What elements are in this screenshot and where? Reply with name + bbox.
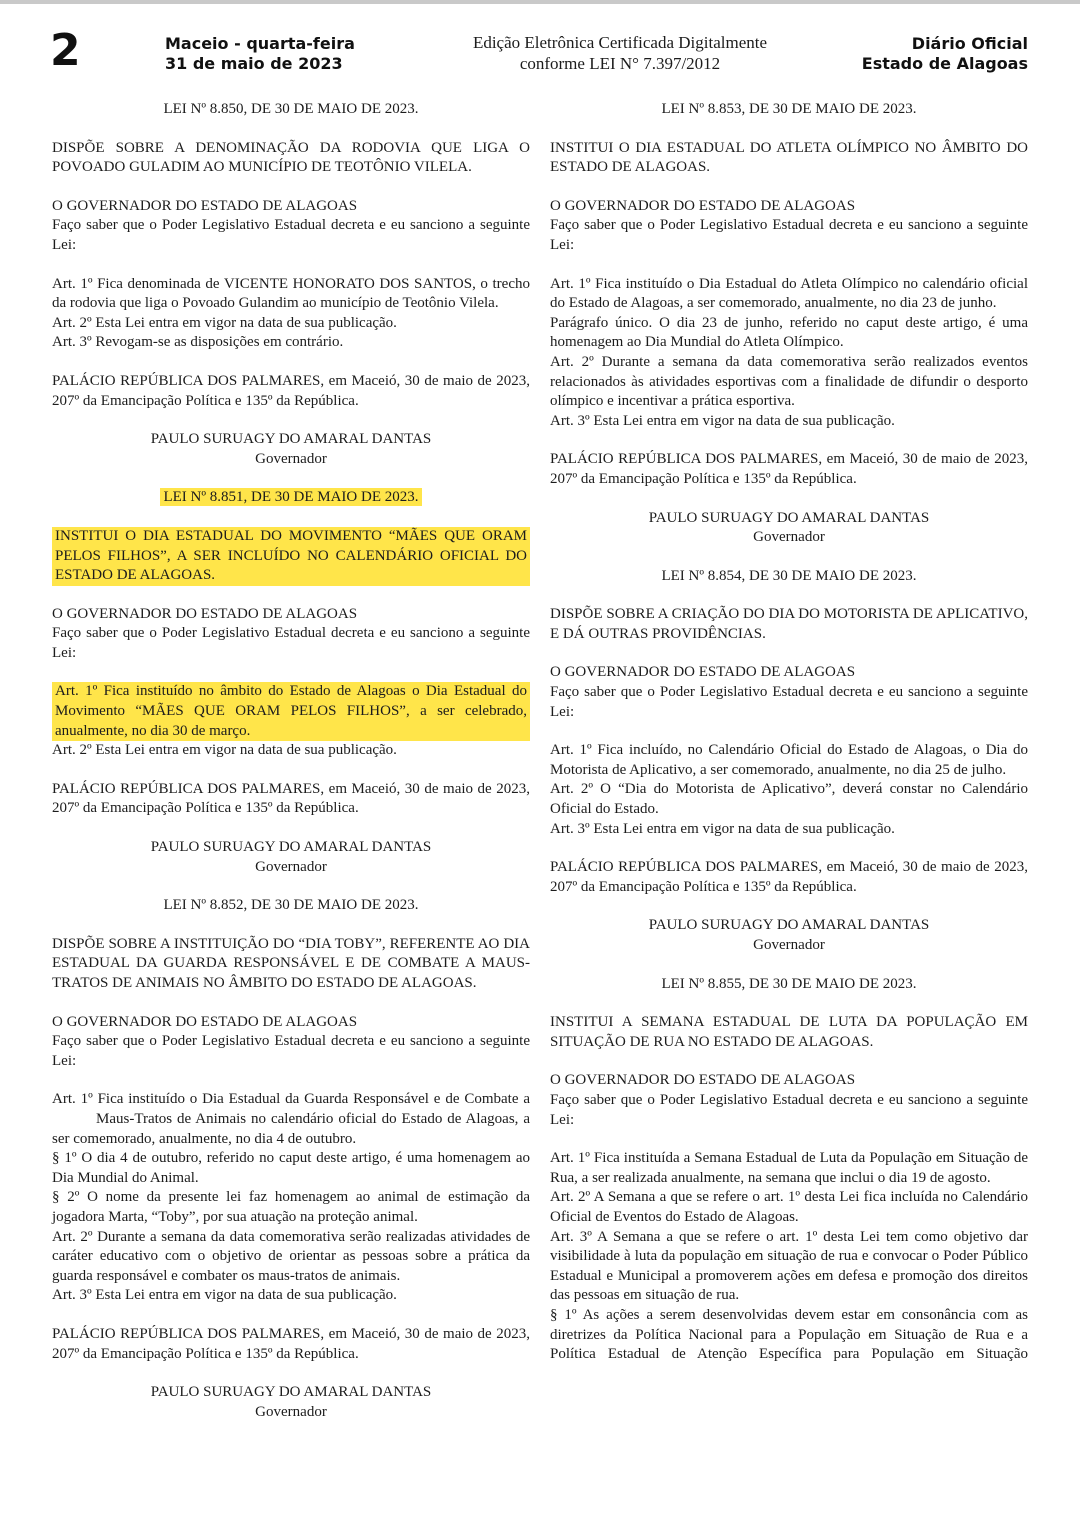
sanction-text: Faço saber que o Poder Legislativo Estadual decreta e eu sanciono a seguinte Lei: <box>550 217 1028 253</box>
article-1-part-a: Art. 1º Fica instituído o Dia Estadual da Guarda Responsável e de Combate a <box>52 1091 530 1108</box>
law-8853 <box>550 100 1028 548</box>
law-8854 <box>550 567 1028 956</box>
article-1 <box>52 1090 530 1149</box>
header-date-text: 31 de maio de 2023 <box>165 54 343 73</box>
page-number: 2 <box>50 25 81 76</box>
palace-text: PALÁCIO REPÚBLICA DOS PALMARES, em Maceió, 30 de maio de 2023, 207º da Emancipação Política e 135º da República. <box>52 780 530 817</box>
header-paper-name <box>862 34 1028 74</box>
law-title: LEI Nº 8.853, DE 30 DE MAIO DE 2023. <box>661 101 917 117</box>
paragraph-2: § 2º O nome da presente lei faz homenagem ao animal de estimação da jogadora Marta, “Toby”, por sua atuação na proteção animal. <box>52 1189 530 1225</box>
article-2: Art. 2º A Semana a que se refere o art. 1º desta Lei fica incluída no Calendário Oficial de Eventos do Estado de Alagoas. <box>550 1189 1028 1225</box>
signer-name: PAULO SURUAGY DO AMARAL DANTAS <box>648 917 930 934</box>
governor-header: O GOVERNADOR DO ESTADO DE ALAGOAS <box>550 664 856 681</box>
sanction-text: Faço saber que o Poder Legislativo Estadual decreta e eu sanciono a seguinte Lei: <box>550 684 1028 720</box>
header-edition-line2: conforme LEI N° 7.397/2012 <box>519 54 721 73</box>
law-summary: INSTITUI A SEMANA ESTADUAL DE LUTA DA POPULAÇÃO EM SITUAÇÃO DE RUA NO ESTADO DE ALAGOAS. <box>550 1014 1028 1050</box>
article-3: Art. 3º Esta Lei entra em vigor na data de sua publicação. <box>52 1287 397 1304</box>
governor-header: O GOVERNADOR DO ESTADO DE ALAGOAS <box>52 197 358 214</box>
law-summary: DISPÕE SOBRE A CRIAÇÃO DO DIA DO MOTORISTA DE APLICATIVO, E DÁ OUTRAS PROVIDÊNCIAS. <box>550 606 1028 642</box>
sanction-text: Faço saber que o Poder Legislativo Estadual decreta e eu sanciono a seguinte Lei: <box>52 625 530 661</box>
sanction-text: Faço saber que o Poder Legislativo Estadual decreta e eu sanciono a seguinte Lei: <box>52 217 530 253</box>
palace-text: PALÁCIO REPÚBLICA DOS PALMARES, em Maceió, 30 de maio de 2023, 207º da Emancipação Política e 135º da República. <box>52 372 530 409</box>
page-header <box>0 20 1080 80</box>
sanction-text: Faço saber que o Poder Legislativo Estadual decreta e eu sanciono a seguinte Lei: <box>52 1033 530 1069</box>
article-2: Art. 2º Durante a semana da data comemorativa serão realizadas atividades de caráter educativo com o objetivo de orientar as pessoas sobre a prática da guarda responsável e combater os maus-tratos de animais. <box>52 1228 530 1284</box>
article-1: Art. 1º Fica denominada de VICENTE HONORATO DOS SANTOS, o trecho da rodovia que liga o Povoado Gulandim ao município de Teotônio Vilela. <box>52 275 530 312</box>
header-paper-line2: Estado de Alagoas <box>861 54 1028 73</box>
article-3: Art. 3º Esta Lei entra em vigor na data de sua publicação. <box>550 820 895 837</box>
left-column <box>52 100 530 1422</box>
governor-header: O GOVERNADOR DO ESTADO DE ALAGOAS <box>550 197 856 214</box>
article-2: Art. 2º Esta Lei entra em vigor na data de sua publicação. <box>52 314 397 331</box>
law-8852 <box>52 896 530 1422</box>
article-1-highlighted: Art. 1º Fica instituído no âmbito do Estado de Alagoas o Dia Estadual do Movimento “MÃES QUE ORAM PELOS FILHOS”, a ser celebrado, anualmente, no dia 30 de março. <box>52 682 530 741</box>
header-city-day: Maceio - quarta-feira <box>165 34 355 53</box>
law-title: LEI Nº 8.851, DE 30 DE MAIO DE 2023. <box>160 488 421 506</box>
law-title-highlighted <box>52 488 530 508</box>
signer-title: Governador <box>753 529 825 546</box>
signer-name: PAULO SURUAGY DO AMARAL DANTAS <box>150 1384 432 1401</box>
article-2: Art. 2º Esta Lei entra em vigor na data de sua publicação. <box>52 742 397 759</box>
law-summary-highlighted: INSTITUI O DIA ESTADUAL DO MOVIMENTO “MÃES QUE ORAM PELOS FILHOS”, A SER INCLUÍDO NO CALENDÁRIO OFICIAL DO ESTADO DE ALAGOAS. <box>52 527 530 586</box>
article-3: Art. 3º A Semana a que se refere o art. 1º desta Lei tem como objetivo dar visibilidade à luta da população em situação de rua e convocar o Poder Público Estadual e Municipal a promoverem ações em defesa e promoção dos direitos das pessoas em situação de rua. <box>550 1228 1028 1304</box>
law-summary: DISPÕE SOBRE A DENOMINAÇÃO DA RODOVIA QUE LIGA O POVOADO GULADIM AO MUNICÍPIO DE TEOTÔNIO VILELA. <box>52 139 530 176</box>
signer-name: PAULO SURUAGY DO AMARAL DANTAS <box>150 839 432 856</box>
governor-header: O GOVERNADOR DO ESTADO DE ALAGOAS <box>52 605 358 622</box>
article-1-part-b: Maus-Tratos de Animais no calendário oficial do Estado de Alagoas, a ser comemorado, anualmente, no dia 4 de outubro. <box>52 1110 530 1147</box>
law-summary: INSTITUI O DIA ESTADUAL DO ATLETA OLÍMPICO NO ÂMBITO DO ESTADO DE ALAGOAS. <box>550 139 1028 176</box>
signer-title: Governador <box>255 1403 327 1420</box>
signer-name: PAULO SURUAGY DO AMARAL DANTAS <box>648 509 930 526</box>
law-title: LEI Nº 8.850, DE 30 DE MAIO DE 2023. <box>163 101 419 117</box>
law-summary: DISPÕE SOBRE A INSTITUIÇÃO DO “DIA TOBY”, REFERENTE AO DIA ESTADUAL DA GUARDA RESPONSÁVEL E DE COMBATE A MAUS-TRATOS DE ANIMAIS NO ÂMBITO DO ESTADO DE ALAGOAS. <box>52 935 530 991</box>
governor-header: O GOVERNADOR DO ESTADO DE ALAGOAS <box>550 1072 856 1089</box>
paragraph-unico: Parágrafo único. O dia 23 de junho, referido no caput deste artigo, é uma homenagem ao Dia Mundial do Atleta Olímpico. <box>550 314 1028 351</box>
palace-text: PALÁCIO REPÚBLICA DOS PALMARES, em Maceió, 30 de maio de 2023, 207º da Emancipação Política e 135º da República. <box>550 451 1028 487</box>
law-8851 <box>52 488 530 877</box>
article-1: Art. 1º Fica incluído, no Calendário Oficial do Estado de Alagoas, o Dia do Motorista de Aplicativo, a ser comemorado, anualmente, no dia 25 de julho. <box>550 742 1028 778</box>
governor-header: O GOVERNADOR DO ESTADO DE ALAGOAS <box>52 1013 358 1030</box>
article-3: Art. 3º Revogam-se as disposições em contrário. <box>52 334 344 351</box>
palace-text: PALÁCIO REPÚBLICA DOS PALMARES, em Maceió, 30 de maio de 2023, 207º da Emancipação Política e 135º da República. <box>550 859 1028 895</box>
law-title: LEI Nº 8.852, DE 30 DE MAIO DE 2023. <box>163 897 419 914</box>
top-rule <box>0 0 1080 4</box>
law-title: LEI Nº 8.854, DE 30 DE MAIO DE 2023. <box>661 567 917 584</box>
header-date <box>165 34 355 74</box>
article-3: Art. 3º Esta Lei entra em vigor na data de sua publicação. <box>550 412 895 429</box>
sanction-text: Faço saber que o Poder Legislativo Estadual decreta e eu sanciono a seguinte Lei: <box>550 1091 1028 1128</box>
law-title: LEI Nº 8.855, DE 30 DE MAIO DE 2023. <box>661 975 917 992</box>
law-8855 <box>550 975 1028 1365</box>
article-2: Art. 2º Durante a semana da data comemorativa serão realizados eventos relacionados às atividades esportivas com a finalidade de difundir o desporto olímpico e incentivar a prática esportiva. <box>550 353 1028 410</box>
article-1: Art. 1º Fica instituída a Semana Estadual de Luta da População em Situação de Rua, a ser realizada anualmente, na semana que inclui o dia 19 de agosto. <box>550 1150 1028 1186</box>
right-column <box>550 100 1028 1365</box>
header-edition <box>420 32 820 74</box>
header-edition-line1: Edição Eletrônica Certificada Digitalmente <box>472 33 768 52</box>
paragraph-1: § 1º As ações a serem desenvolvidas devem estar em consonância com as diretrizes da Política Nacional para a População em Situação de Rua e a Política Estadual de Atenção Específica para População em Situação <box>550 1306 1028 1363</box>
paragraph-1: § 1º O dia 4 de outubro, referido no caput deste artigo, é uma homenagem ao Dia Mundial do Animal. <box>52 1150 530 1186</box>
signer-title: Governador <box>753 937 825 953</box>
law-8850 <box>52 100 530 469</box>
article-2: Art. 2º O “Dia do Motorista de Aplicativo”, deverá constar no Calendário Oficial do Estado. <box>550 781 1028 818</box>
header-paper-line1: Diário Oficial <box>911 34 1028 53</box>
signer-title: Governador <box>255 450 327 467</box>
signer-title: Governador <box>255 858 327 875</box>
article-1: Art. 1º Fica instituído o Dia Estadual do Atleta Olímpico no calendário oficial do Estado de Alagoas, a ser comemorado, anualmente, no dia 23 de junho. <box>550 275 1028 312</box>
signer-name: PAULO SURUAGY DO AMARAL DANTAS <box>150 431 432 448</box>
palace-text: PALÁCIO REPÚBLICA DOS PALMARES, em Maceió, 30 de maio de 2023, 207º da Emancipação Política e 135º da República. <box>52 1325 530 1362</box>
